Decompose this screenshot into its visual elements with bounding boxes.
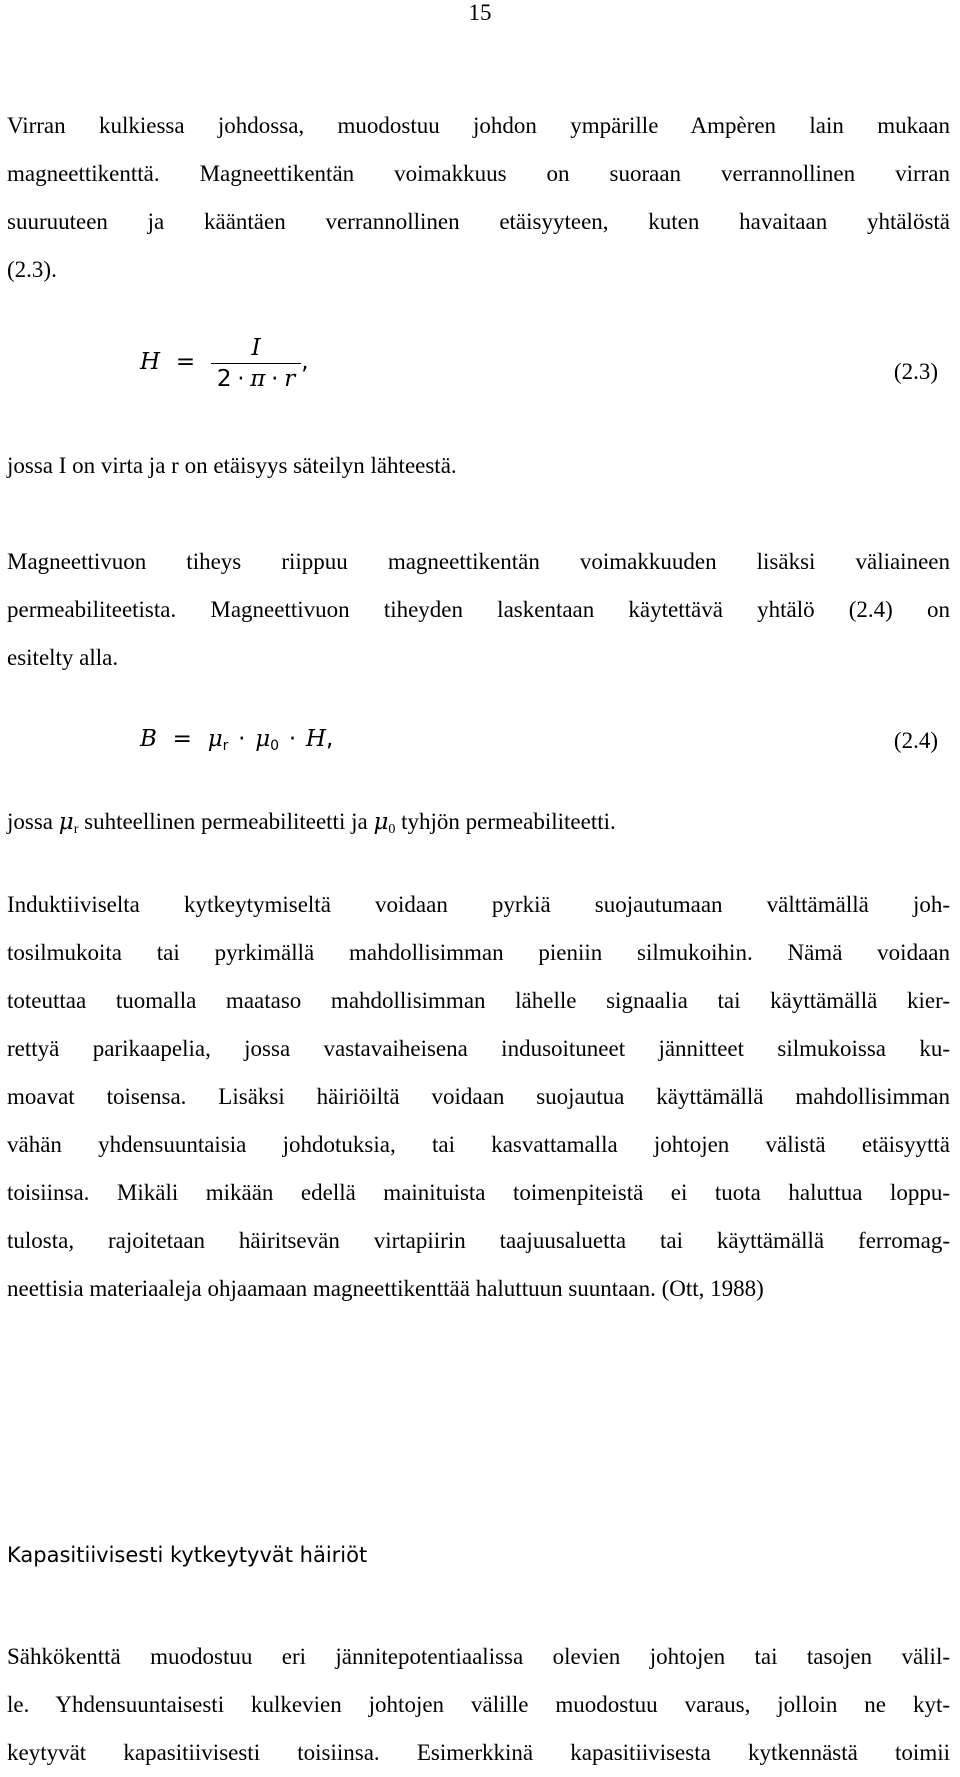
- text-line: magneettikenttä. Magneettikentän voimakkuus on suoraan verrannollinen virran: [7, 161, 950, 186]
- text-line: esitelty alla.: [7, 645, 119, 670]
- paragraph-flux-density: [7, 538, 950, 682]
- legend-text: suhteellinen permeabiliteetti ja: [78, 809, 374, 834]
- legend-mu: μ: [373, 809, 389, 835]
- eq-fraction: [211, 335, 301, 392]
- eq-symbol-h: H: [140, 348, 161, 375]
- eq-den-r: r: [284, 366, 296, 392]
- eq-den-two: 2: [216, 366, 232, 392]
- eq-equals: =: [175, 348, 196, 375]
- text-line: vähän yhdensuuntaisia johdotuksia, tai kasvattamalla johtojen välistä etäisyyttä: [7, 1132, 950, 1157]
- eq-mu: μ: [207, 726, 223, 752]
- eq-mu: μ: [255, 726, 271, 752]
- eq-numerator: I: [211, 335, 301, 364]
- eq-symbol-h: H: [305, 726, 326, 752]
- text-line: moavat toisensa. Lisäksi häiriöiltä voidaan suojautua käyttämällä mahdollisimman: [7, 1084, 950, 1109]
- legend-sub-r: r: [73, 822, 79, 837]
- text-line: Magneettivuon tiheys riippuu magneettikentän voimakkuuden lisäksi väliaineen: [7, 549, 950, 574]
- legend-sub-0: 0: [388, 822, 396, 837]
- text-line: neettisia materiaaleja ohjaamaan magneettikenttää haluttuun suuntaan. (Ott, 1988): [7, 1276, 764, 1301]
- legend-mu: μ: [58, 809, 74, 835]
- equation-2-4: [140, 726, 333, 752]
- paragraph-ampere-law: [7, 102, 950, 294]
- eq-den-dot: ·: [271, 366, 279, 392]
- eq-equals: =: [172, 726, 192, 752]
- text-line: (2.3).: [7, 257, 57, 282]
- text-line: tulosta, rajoitetaan häiritsevän virtapiirin taajuusaluetta tai käyttämällä ferromag-: [7, 1228, 950, 1253]
- text-line: suuruuteen ja kääntäen verrannollinen etäisyyteen, kuten havaitaan yhtälöstä: [7, 209, 950, 234]
- equation-number: (2.4): [893, 728, 938, 753]
- eq-comma: ,: [301, 348, 309, 375]
- text-line: Induktiiviselta kytkeytymiseltä voidaan pyrkiä suojautumaan välttämällä joh-: [7, 892, 950, 917]
- text-line: toisiinsa. Mikäli mikään edellä mainituista toimenpiteistä ei tuota haluttua loppu-: [7, 1180, 950, 1205]
- eq-den-pi: π: [250, 366, 266, 392]
- eq-dot: ·: [238, 726, 246, 752]
- eq-dot: ·: [288, 726, 297, 752]
- text-line: Sähkökenttä muodostuu eri jännitepotentiaalissa olevien johtojen tai tasojen välil-: [7, 1644, 950, 1669]
- page-number: 15: [468, 0, 492, 25]
- text-line: toteuttaa tuomalla maataso mahdollisimman lähelle signaalia tai käyttämällä kier-: [7, 988, 950, 1013]
- section-heading: Kapasitiivisesti kytkeytyvät häiriöt: [7, 1543, 368, 1567]
- eq-comma: ,: [325, 726, 334, 752]
- legend-text: tyhjön permeabiliteetti.: [395, 809, 616, 834]
- paragraph-electric-field: [7, 1633, 950, 1777]
- legend-text: jossa: [7, 809, 59, 834]
- text-line: rettyä parikaapelia, jossa vastavaiheisena indusoituneet jännitteet silmukoissa ku-: [7, 1036, 950, 1061]
- paragraph-inductive-coupling: [7, 881, 950, 1313]
- text-line: le. Yhdensuuntaisesti kulkevien johtojen välille muodostuu varaus, jolloin ne kyt-: [7, 1692, 950, 1717]
- text-line: [7, 798, 950, 846]
- eq-sub-0: 0: [270, 738, 280, 754]
- equation-number: (2.3): [893, 359, 938, 384]
- text-line: jossa I on virta ja r on etäisyys säteilyn lähteestä.: [7, 453, 457, 478]
- paragraph-eq-legend-1: [7, 442, 950, 490]
- paragraph-eq-legend-2: [7, 798, 950, 846]
- text-line: permeabiliteetista. Magneettivuon tiheyden laskentaan käytettävä yhtälö (2.4) on: [7, 597, 950, 622]
- eq-denominator: [211, 364, 301, 392]
- eq-sub-r: r: [222, 738, 229, 754]
- text-line: Virran kulkiessa johdossa, muodostuu johdon ympärille Ampèren lain mukaan: [7, 113, 950, 138]
- eq-den-dot: ·: [237, 366, 245, 392]
- eq-symbol-b: B: [140, 726, 157, 752]
- text-line: tosilmukoita tai pyrkimällä mahdollisimman pieniin silmukoihin. Nämä voidaan: [7, 940, 950, 965]
- equation-2-3: [140, 335, 309, 392]
- text-line: keytyvät kapasitiivisesti toisiinsa. Esimerkkinä kapasitiivisesta kytkennästä toimii: [7, 1740, 950, 1765]
